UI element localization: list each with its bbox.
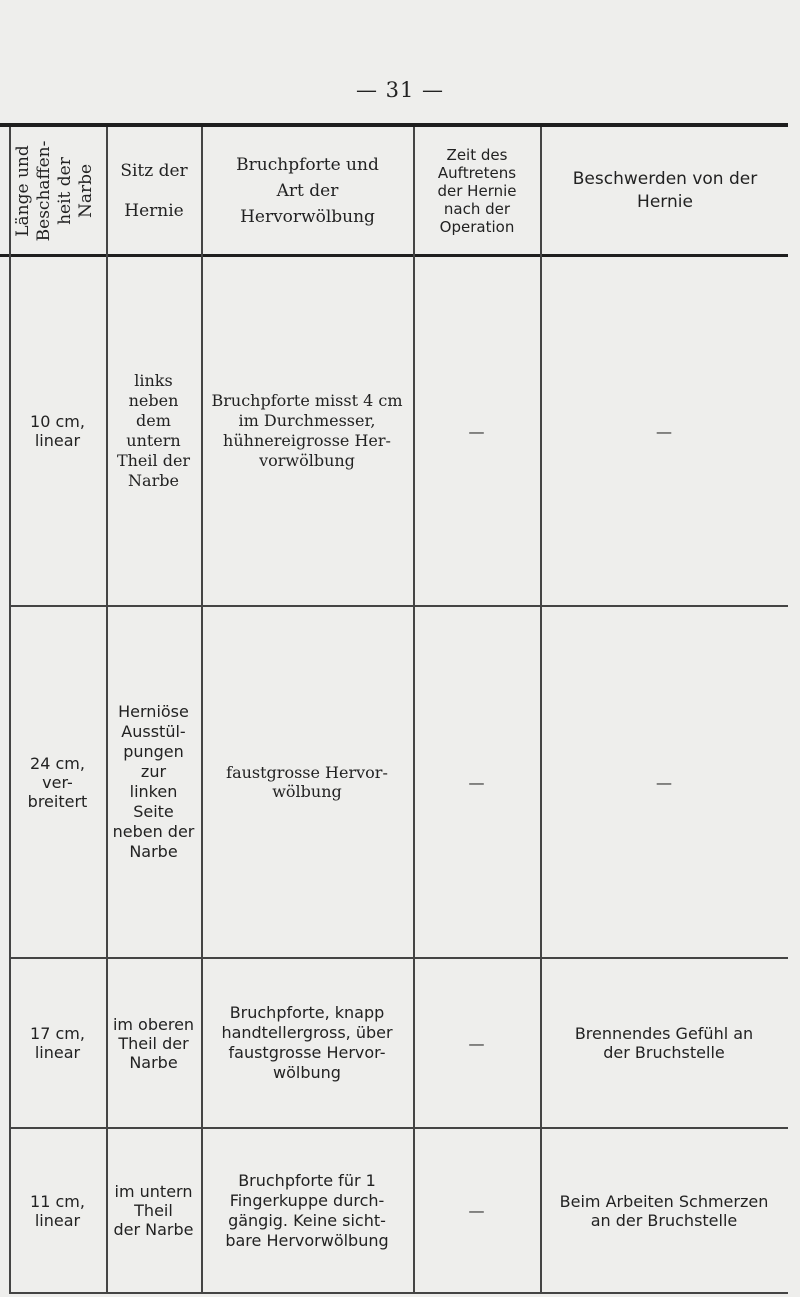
table-row-3-onset: — [468, 1033, 485, 1053]
table-row-1-hernia: Bruchpforte misst 4 cm im Durchmesser, hühnereigrosse Her- vorwölbung [211, 391, 403, 470]
table-row-2-scar: 24 cm, ver- breitert [27, 753, 88, 811]
table-row-2-onset: — [468, 772, 485, 792]
table-row-1-site: links neben dem untern Theil der Narbe [116, 371, 191, 490]
table-row-4-onset: — [468, 1201, 485, 1220]
table-row-3-scar: 17 cm, linear [30, 1024, 85, 1062]
table-row-4-complaints: Beim Arbeiten Schmerzen an der Bruchstelle [559, 1191, 769, 1230]
table-row-4-hernia: Bruchpforte für 1 Fingerkuppe durch- gängig. Keine sicht- bare Hervorwölbung [225, 1170, 389, 1250]
table-row-2-complaints: — [656, 772, 672, 792]
table-row-1-scar: 10 cm, linear [30, 412, 85, 450]
header-cell-site: Sitz der Hernie [120, 161, 188, 221]
table-row-1-onset: — [468, 421, 485, 441]
table-row-4-scar: 11 cm, linear [30, 1191, 85, 1230]
top-rule [0, 123, 788, 127]
table-row-2-site: Herniöse Ausstül- pungen zur linken Seite neben der Narbe [112, 702, 195, 861]
header-cell-complaints: Beschwerden von der Hernie [572, 169, 758, 212]
table-row-4-site: im untern Theil der Narbe [113, 1182, 194, 1239]
table-row-1-complaints: — [656, 421, 672, 441]
header-scar-label: Länge und Beschaffen- heit der Narbe [13, 140, 96, 242]
table-row-3-site: im oberen Theil der Narbe [112, 1014, 195, 1072]
header-cell-scar [6, 132, 104, 250]
row-divider [9, 1292, 788, 1294]
table-row-3-hernia: Bruchpforte, knapp handtellergross, über faustgrosse Hervor- wölbung [221, 1003, 393, 1082]
table-row-3-complaints: Brennendes Gefühl an der Bruchstelle [574, 1024, 754, 1062]
page-number: — 31 — [355, 78, 445, 102]
header-cell-onset: Zeit des Auftretens der Hernie nach der Operation [437, 146, 517, 236]
table-row-2-hernia: faustgrosse Hervor- wölbung [226, 763, 388, 801]
header-cell-hernia-type: Bruchpforte und Art der Hervorwölbung [236, 155, 379, 227]
